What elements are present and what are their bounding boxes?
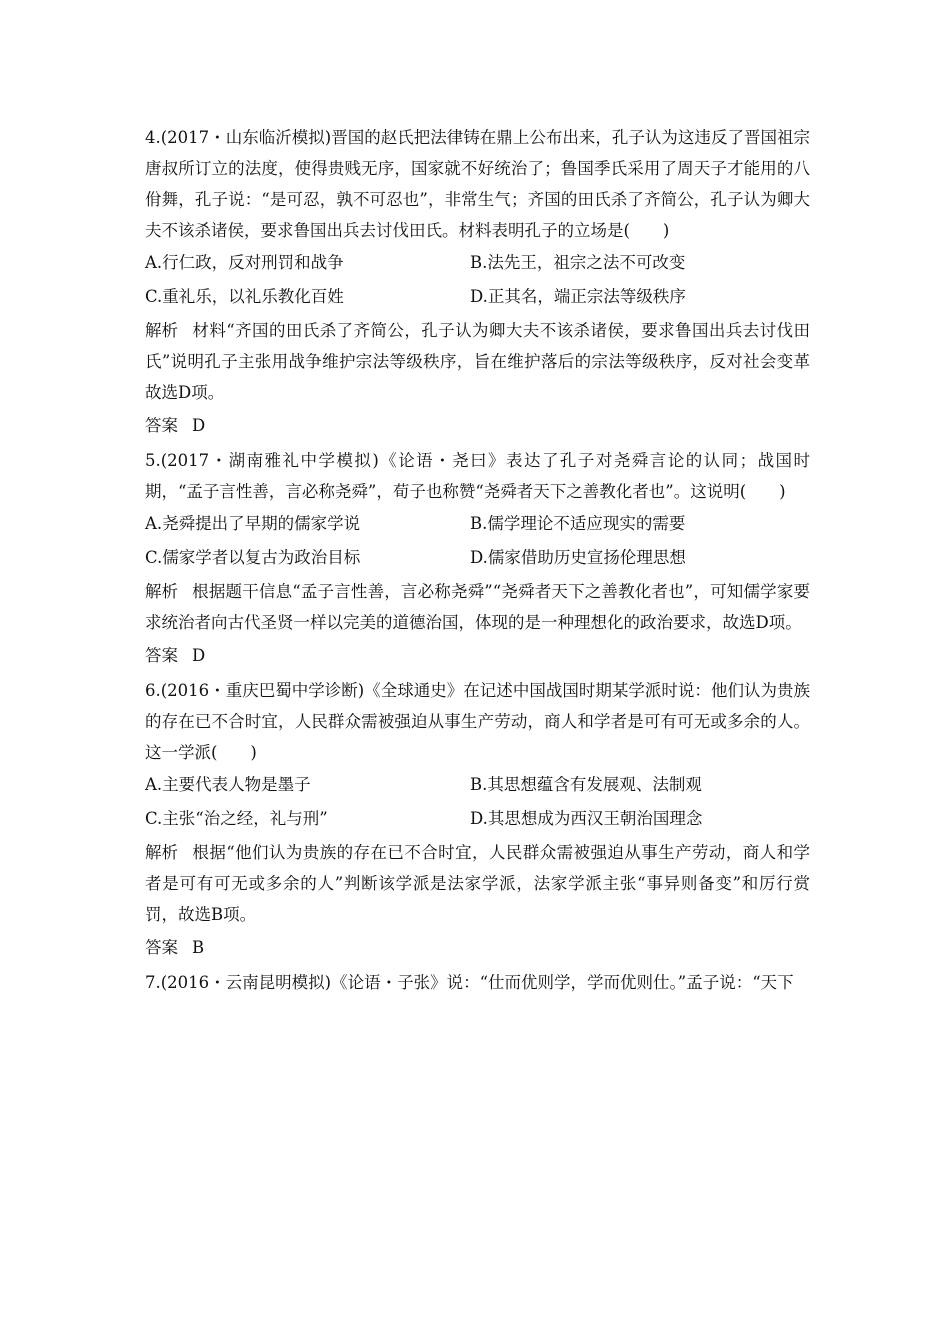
option-c: C.主张“治之经，礼与刑” bbox=[145, 809, 328, 828]
question-block bbox=[145, 122, 810, 441]
option-b: B.法先王，祖宗之法不可改变 bbox=[470, 253, 686, 272]
analysis-text: 材料“齐国的田氏杀了齐简公，孔子认为卿大夫不该杀诸侯，要求鲁国出兵去讨伐田氏”说明孔子主张用战争维护宗法等级秩序，旨在维护落后的宗法等级秩序，反对社会变革故选D项。 bbox=[145, 321, 810, 402]
option-c: C.重礼乐，以礼乐教化百姓 bbox=[145, 287, 344, 306]
answer bbox=[145, 932, 810, 963]
answer-label: 答案 bbox=[145, 646, 178, 665]
option-a: A.行仁政，反对刑罚和战争 bbox=[145, 253, 344, 272]
answer-label: 答案 bbox=[145, 416, 178, 435]
question-stem: 4.(2017・山东临沂模拟)晋国的赵氏把法律铸在鼎上公布出来，孔子认为这违反了晋国祖宗唐叔所订立的法度，使得贵贱无序，国家就不好统治了；鲁国季氏采用了周天子才能用的八佾舞，孔子说：“是可忍，孰不可忍也”，非常生气；齐国的田氏杀了齐简公，孔子认为卿大夫不该杀诸侯，要求鲁国出兵去讨伐田氏。材料表明孔子的立场是( ) bbox=[145, 128, 810, 240]
options-row bbox=[145, 508, 810, 539]
options-row bbox=[145, 281, 810, 312]
option-b: B.儒学理论不适应现实的需要 bbox=[470, 514, 686, 533]
analysis-label: 解析 bbox=[145, 321, 178, 340]
analysis-label: 解析 bbox=[145, 582, 178, 601]
options-row bbox=[145, 803, 810, 834]
question-stem: 6.(2016・重庆巴蜀中学诊断)《全球通史》在记述中国战国时期某学派时说：他们认为贵族的存在已不合时宜，人民群众需被强迫从事生产劳动，商人和学者是可有可无或多余的人。这一学派( ) bbox=[145, 681, 810, 762]
answer-value: D bbox=[192, 416, 206, 435]
question-block bbox=[145, 445, 810, 671]
analysis-text: 根据“他们认为贵族的存在已不合时宜，人民群众需被强迫从事生产劳动，商人和学者是可有可无或多余的人”判断该学派是法家学派，法家学派主张“事异则备变”和厉行赏罚，故选B项。 bbox=[145, 843, 810, 924]
answer-label: 答案 bbox=[145, 938, 178, 957]
option-b: B.其思想蕴含有发展观、法制观 bbox=[470, 775, 702, 794]
options-row bbox=[145, 542, 810, 573]
option-a: A.主要代表人物是墨子 bbox=[145, 775, 311, 794]
option-d: D.儒家借助历史宣扬伦理思想 bbox=[470, 548, 686, 567]
question-block bbox=[145, 675, 810, 963]
option-d: D.其思想成为西汉王朝治国理念 bbox=[470, 809, 703, 828]
options-row bbox=[145, 769, 810, 800]
option-c: C.儒家学者以复古为政治目标 bbox=[145, 548, 361, 567]
question-list bbox=[145, 122, 810, 998]
option-a: A.尧舜提出了早期的儒家学说 bbox=[145, 514, 361, 533]
analysis bbox=[145, 837, 810, 930]
analysis bbox=[145, 315, 810, 408]
answer-value: B bbox=[192, 938, 205, 957]
answer bbox=[145, 640, 810, 671]
options-row bbox=[145, 247, 810, 278]
question-stem: 5.(2017・湖南雅礼中学模拟)《论语・尧曰》表达了孔子对尧舜言论的认同；战国时期，“孟子言性善，言必称尧舜”，荀子也称赞“尧舜者天下之善教化者也”。这说明( ) bbox=[145, 451, 810, 501]
analysis-label: 解析 bbox=[145, 843, 178, 862]
question-stem-truncated: 7.(2016・云南昆明模拟)《论语・子张》说：“仕而优则学，学而优则仕。”孟子说：“天下 bbox=[145, 973, 794, 992]
answer bbox=[145, 410, 810, 441]
analysis bbox=[145, 576, 810, 638]
option-d: D.正其名，端正宗法等级秩序 bbox=[470, 287, 686, 306]
analysis-text: 根据题干信息“孟子言性善，言必称尧舜”“尧舜者天下之善教化者也”，可知儒学家要求统治者向古代圣贤一样以完美的道德治国，体现的是一种理想化的政治要求，故选D项。 bbox=[145, 582, 810, 632]
answer-value: D bbox=[192, 646, 206, 665]
